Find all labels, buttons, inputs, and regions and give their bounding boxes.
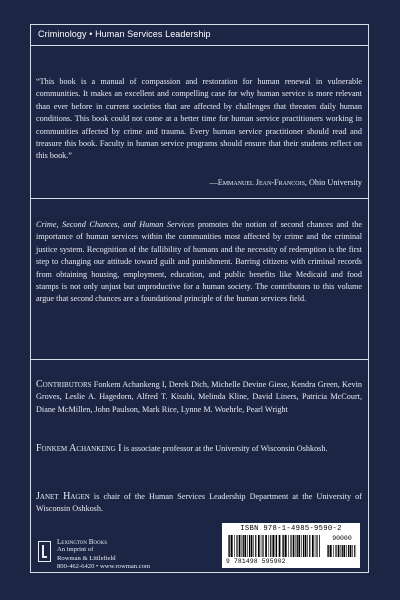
isbn-number: ISBN 978-1-4985-9590-2 xyxy=(240,525,342,533)
ean-number: 9 781498 595902 xyxy=(226,558,286,565)
publisher-line-1: An imprint of xyxy=(57,546,94,554)
endorsement-attribution xyxy=(36,178,362,187)
contributors-block xyxy=(36,379,362,416)
publisher-contact: 800-462-6420 • www.rowman.com xyxy=(57,563,151,571)
endorser-name: —Emmanuel Jean-Francois xyxy=(209,178,305,187)
editor-bio-text-1: is associate professor at the University of Wisconsin Oshkosh. xyxy=(121,444,328,453)
publisher-info xyxy=(57,538,150,572)
editor-name-2: Janet Hagen xyxy=(36,491,90,502)
divider-1 xyxy=(30,198,369,199)
header-divider xyxy=(30,45,369,46)
editor-bio-1 xyxy=(36,443,362,455)
editor-bio-text-2: is chair of the Human Services Leadership Department at the University of Wisconsin Oshkosh. xyxy=(36,492,362,514)
publisher-line-2: Rowman & Littlefield xyxy=(57,554,116,562)
ean-barcode-icon xyxy=(228,535,320,557)
publisher-name: Lexington Books xyxy=(57,538,108,546)
description-text: promotes the notion of second chances and the importance of human services within the communities most affected by crime and the criminal justice system. Recognition of the fallibility of humans and the necessity of redemption is the first step to changing our attitude toward guilt and punishment. Barring citizens with criminal records from obtaining housing, employment, education, and public benefits like Medicaid and food stamps is not only unjust but unproductive for a human society. The contributors to this volume argue that second chances are a foundational principle of the human services field. xyxy=(36,220,362,304)
price-code: 90000 xyxy=(332,535,352,542)
addon-barcode-icon xyxy=(327,545,357,557)
endorser-affiliation: , Ohio University xyxy=(304,178,362,187)
editor-bio-2 xyxy=(36,491,362,516)
editor-name-1: Fonkem Achankeng I xyxy=(36,443,122,454)
subject-category: Criminology • Human Services Leadership xyxy=(38,29,211,39)
publisher-logo-icon xyxy=(38,541,51,562)
barcode-panel xyxy=(222,523,360,568)
contributors-list: Fonkem Achankeng I, Derek Dich, Michelle Devine Giese, Kendra Green, Kevin Groves, Leslie A. Hagedorn, Alfred T. Kisubi, Melinda Kline, David Liners, Patricia McCourt, Diane McMillen, John Paulson, Mark Rice, Lynne M. Woehrle, Pearl Wright xyxy=(36,380,362,414)
divider-2 xyxy=(30,359,369,360)
book-description xyxy=(36,219,362,306)
book-title: Crime, Second Chances, and Human Services xyxy=(36,220,195,229)
endorsement-quote: “This book is a manual of compassion and restoration for human renewal in vulnerable communities. It makes an excellent and compelling case for why human service is more relevant than ever before in current societies that are affected by challenges that threaten daily human conditions. This book could not come at a better time for human service practitioners working in communities affected by crime and trauma. Every human service practitioner should read and treasure this book. Faculty in human service programs should ensure that their students reflect on this book.” xyxy=(36,77,362,161)
contributors-heading: Contributors xyxy=(36,379,92,390)
